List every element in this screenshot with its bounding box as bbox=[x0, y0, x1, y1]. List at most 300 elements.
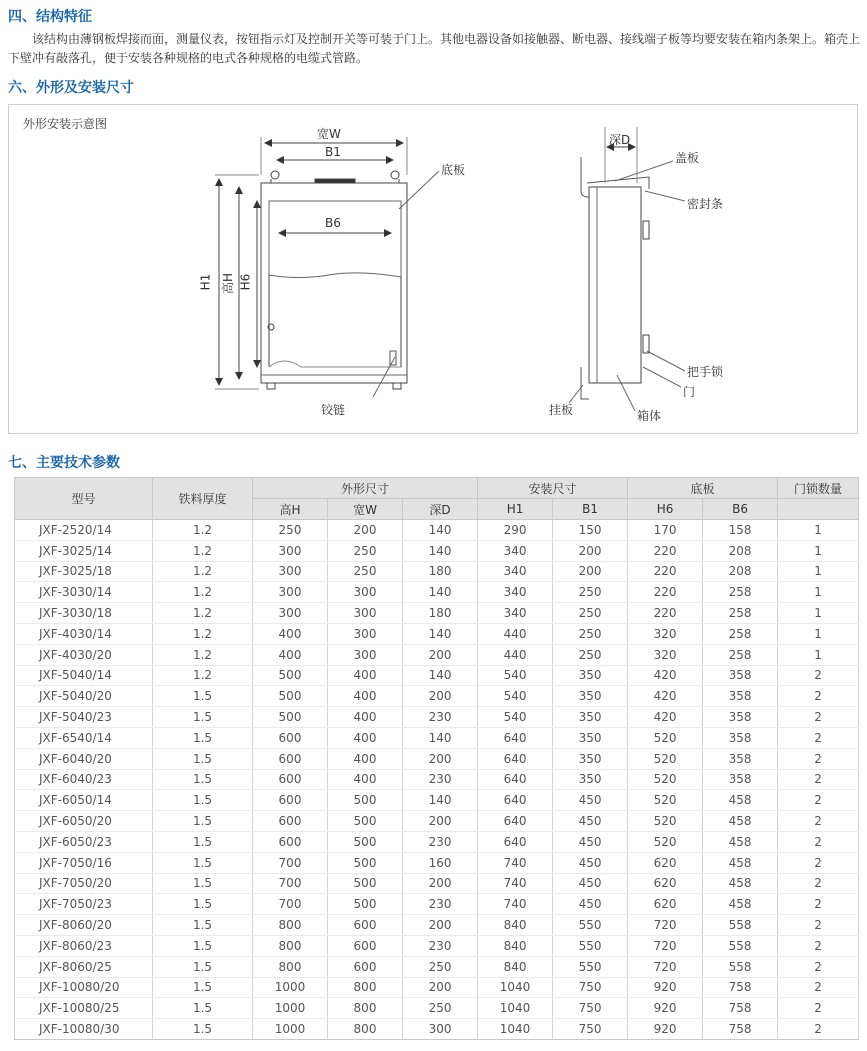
header-outline: 外形尺寸 bbox=[253, 478, 478, 499]
label-hinge: 铰链 bbox=[321, 403, 346, 417]
table-row bbox=[15, 582, 859, 603]
value-cell: 320 bbox=[628, 623, 703, 644]
value-cell: 1.5 bbox=[153, 727, 253, 748]
value-cell: 400 bbox=[253, 644, 328, 665]
value-cell: 600 bbox=[253, 790, 328, 811]
value-cell: 1 bbox=[778, 520, 859, 541]
value-cell: 800 bbox=[253, 915, 328, 936]
value-cell: 1.5 bbox=[153, 811, 253, 832]
value-cell: 450 bbox=[553, 894, 628, 915]
value-cell: 420 bbox=[628, 665, 703, 686]
label-hanger: 挂板 bbox=[549, 403, 574, 417]
value-cell: 1000 bbox=[253, 1019, 328, 1040]
value-cell: 458 bbox=[703, 894, 778, 915]
table-row bbox=[15, 1019, 859, 1040]
value-cell: 550 bbox=[553, 956, 628, 977]
value-cell: 200 bbox=[403, 977, 478, 998]
install-diagram-drawing bbox=[9, 105, 859, 435]
value-cell: 450 bbox=[553, 811, 628, 832]
header-locks: 门锁数量 bbox=[778, 478, 859, 499]
value-cell: 1 bbox=[778, 644, 859, 665]
value-cell: 450 bbox=[553, 831, 628, 852]
model-cell: JXF-7050/23 bbox=[15, 894, 153, 915]
label-depth: 深D bbox=[609, 133, 631, 147]
value-cell: 220 bbox=[628, 540, 703, 561]
label-b1: B1 bbox=[325, 145, 341, 159]
value-cell: 1.5 bbox=[153, 894, 253, 915]
table-row bbox=[15, 561, 859, 582]
value-cell: 2 bbox=[778, 915, 859, 936]
model-cell: JXF-7050/16 bbox=[15, 852, 153, 873]
value-cell: 1.5 bbox=[153, 915, 253, 936]
model-cell: JXF-8060/23 bbox=[15, 935, 153, 956]
value-cell: 1000 bbox=[253, 998, 328, 1019]
table-row bbox=[15, 686, 859, 707]
value-cell: 250 bbox=[403, 956, 478, 977]
value-cell: 720 bbox=[628, 915, 703, 936]
value-cell: 540 bbox=[478, 686, 553, 707]
value-cell: 2 bbox=[778, 790, 859, 811]
value-cell: 300 bbox=[328, 623, 403, 644]
table-row bbox=[15, 831, 859, 852]
value-cell: 180 bbox=[403, 561, 478, 582]
model-cell: JXF-7050/20 bbox=[15, 873, 153, 894]
value-cell: 140 bbox=[403, 582, 478, 603]
value-cell: 200 bbox=[403, 686, 478, 707]
value-cell: 230 bbox=[403, 894, 478, 915]
value-cell: 520 bbox=[628, 769, 703, 790]
value-cell: 1.5 bbox=[153, 998, 253, 1019]
table-row bbox=[15, 769, 859, 790]
diagram-caption: 外形安装示意图 bbox=[23, 117, 108, 131]
header-base: 底板 bbox=[628, 478, 778, 499]
value-cell: 358 bbox=[703, 769, 778, 790]
table-row bbox=[15, 977, 859, 998]
value-cell: 840 bbox=[478, 935, 553, 956]
value-cell: 1.5 bbox=[153, 956, 253, 977]
value-cell: 558 bbox=[703, 935, 778, 956]
table-row bbox=[15, 665, 859, 686]
value-cell: 600 bbox=[253, 811, 328, 832]
value-cell: 640 bbox=[478, 790, 553, 811]
header-locks-blank bbox=[778, 499, 859, 520]
label-door: 门 bbox=[683, 385, 696, 399]
value-cell: 340 bbox=[478, 561, 553, 582]
label-h1: H1 bbox=[198, 273, 213, 291]
value-cell: 1 bbox=[778, 561, 859, 582]
value-cell: 520 bbox=[628, 727, 703, 748]
structure-description: 该结构由薄钢板焊接而面，测量仪表，按钮指示灯及控制开关等可装于门上。其他电器设备如接触器、断电器、接线端子板等均要安装在箱内条架上。箱壳上下壁冲有敲落孔，便于安装各种规格的电式各种规格的电缆式管路。 bbox=[8, 32, 861, 65]
value-cell: 500 bbox=[328, 790, 403, 811]
header-b1: B1 bbox=[553, 499, 628, 520]
value-cell: 750 bbox=[553, 977, 628, 998]
value-cell: 200 bbox=[403, 748, 478, 769]
table-row bbox=[15, 956, 859, 977]
value-cell: 1040 bbox=[478, 998, 553, 1019]
header-w: 宽W bbox=[328, 499, 403, 520]
value-cell: 350 bbox=[553, 748, 628, 769]
value-cell: 640 bbox=[478, 811, 553, 832]
value-cell: 250 bbox=[328, 561, 403, 582]
value-cell: 400 bbox=[328, 665, 403, 686]
value-cell: 458 bbox=[703, 790, 778, 811]
value-cell: 258 bbox=[703, 603, 778, 624]
value-cell: 800 bbox=[253, 956, 328, 977]
value-cell: 250 bbox=[328, 540, 403, 561]
value-cell: 250 bbox=[253, 520, 328, 541]
model-cell: JXF-3025/18 bbox=[15, 561, 153, 582]
value-cell: 2 bbox=[778, 665, 859, 686]
value-cell: 300 bbox=[403, 1019, 478, 1040]
value-cell: 750 bbox=[553, 998, 628, 1019]
value-cell: 400 bbox=[328, 748, 403, 769]
value-cell: 740 bbox=[478, 894, 553, 915]
value-cell: 500 bbox=[328, 852, 403, 873]
header-b6: B6 bbox=[703, 499, 778, 520]
value-cell: 1000 bbox=[253, 977, 328, 998]
table-row bbox=[15, 748, 859, 769]
value-cell: 500 bbox=[328, 894, 403, 915]
value-cell: 640 bbox=[478, 748, 553, 769]
value-cell: 340 bbox=[478, 603, 553, 624]
value-cell: 1.2 bbox=[153, 520, 253, 541]
value-cell: 700 bbox=[253, 873, 328, 894]
value-cell: 1.5 bbox=[153, 977, 253, 998]
value-cell: 1.5 bbox=[153, 686, 253, 707]
model-cell: JXF-6040/20 bbox=[15, 748, 153, 769]
value-cell: 358 bbox=[703, 748, 778, 769]
value-cell: 350 bbox=[553, 769, 628, 790]
model-cell: JXF-2520/14 bbox=[15, 520, 153, 541]
model-cell: JXF-3030/14 bbox=[15, 582, 153, 603]
value-cell: 1 bbox=[778, 623, 859, 644]
value-cell: 640 bbox=[478, 727, 553, 748]
value-cell: 440 bbox=[478, 644, 553, 665]
value-cell: 158 bbox=[703, 520, 778, 541]
install-diagram bbox=[8, 104, 858, 434]
value-cell: 2 bbox=[778, 894, 859, 915]
table-row bbox=[15, 852, 859, 873]
model-cell: JXF-6050/14 bbox=[15, 790, 153, 811]
value-cell: 558 bbox=[703, 956, 778, 977]
value-cell: 500 bbox=[328, 811, 403, 832]
value-cell: 200 bbox=[553, 561, 628, 582]
value-cell: 200 bbox=[328, 520, 403, 541]
model-cell: JXF-5040/14 bbox=[15, 665, 153, 686]
spec-table-body bbox=[15, 520, 859, 1040]
header-h: 高H bbox=[253, 499, 328, 520]
model-cell: JXF-6040/23 bbox=[15, 769, 153, 790]
value-cell: 1.5 bbox=[153, 707, 253, 728]
value-cell: 230 bbox=[403, 831, 478, 852]
value-cell: 2 bbox=[778, 956, 859, 977]
value-cell: 208 bbox=[703, 561, 778, 582]
value-cell: 160 bbox=[403, 852, 478, 873]
value-cell: 1.2 bbox=[153, 603, 253, 624]
value-cell: 300 bbox=[253, 582, 328, 603]
value-cell: 250 bbox=[553, 582, 628, 603]
model-cell: JXF-4030/14 bbox=[15, 623, 153, 644]
value-cell: 350 bbox=[553, 727, 628, 748]
value-cell: 500 bbox=[253, 686, 328, 707]
value-cell: 358 bbox=[703, 686, 778, 707]
header-mount: 安装尺寸 bbox=[478, 478, 628, 499]
value-cell: 2 bbox=[778, 998, 859, 1019]
value-cell: 720 bbox=[628, 935, 703, 956]
value-cell: 220 bbox=[628, 561, 703, 582]
value-cell: 550 bbox=[553, 935, 628, 956]
value-cell: 758 bbox=[703, 977, 778, 998]
value-cell: 920 bbox=[628, 998, 703, 1019]
value-cell: 558 bbox=[703, 915, 778, 936]
table-row bbox=[15, 540, 859, 561]
value-cell: 620 bbox=[628, 852, 703, 873]
model-cell: JXF-8060/20 bbox=[15, 915, 153, 936]
value-cell: 250 bbox=[553, 603, 628, 624]
value-cell: 458 bbox=[703, 831, 778, 852]
section-title-install: 六、外形及安装尺寸 bbox=[8, 80, 134, 96]
table-row bbox=[15, 603, 859, 624]
value-cell: 2 bbox=[778, 748, 859, 769]
value-cell: 600 bbox=[253, 831, 328, 852]
value-cell: 350 bbox=[553, 686, 628, 707]
table-row bbox=[15, 644, 859, 665]
value-cell: 700 bbox=[253, 894, 328, 915]
value-cell: 200 bbox=[403, 873, 478, 894]
value-cell: 840 bbox=[478, 915, 553, 936]
label-width: 宽W bbox=[317, 127, 341, 141]
value-cell: 250 bbox=[553, 644, 628, 665]
value-cell: 740 bbox=[478, 873, 553, 894]
value-cell: 1.5 bbox=[153, 831, 253, 852]
value-cell: 220 bbox=[628, 582, 703, 603]
value-cell: 320 bbox=[628, 644, 703, 665]
value-cell: 800 bbox=[253, 935, 328, 956]
value-cell: 800 bbox=[328, 1019, 403, 1040]
value-cell: 1.5 bbox=[153, 873, 253, 894]
value-cell: 220 bbox=[628, 603, 703, 624]
value-cell: 540 bbox=[478, 665, 553, 686]
table-row bbox=[15, 623, 859, 644]
value-cell: 500 bbox=[328, 873, 403, 894]
value-cell: 230 bbox=[403, 769, 478, 790]
table-row bbox=[15, 935, 859, 956]
value-cell: 450 bbox=[553, 873, 628, 894]
value-cell: 740 bbox=[478, 852, 553, 873]
header-thickness: 铁料厚度 bbox=[153, 478, 253, 520]
value-cell: 400 bbox=[253, 623, 328, 644]
value-cell: 400 bbox=[328, 707, 403, 728]
value-cell: 400 bbox=[328, 686, 403, 707]
value-cell: 600 bbox=[253, 769, 328, 790]
header-model: 型号 bbox=[15, 478, 153, 520]
label-base-plate: 底板 bbox=[441, 163, 466, 177]
value-cell: 520 bbox=[628, 748, 703, 769]
value-cell: 750 bbox=[553, 1019, 628, 1040]
value-cell: 500 bbox=[328, 831, 403, 852]
model-cell: JXF-5040/23 bbox=[15, 707, 153, 728]
value-cell: 840 bbox=[478, 956, 553, 977]
label-cover: 盖板 bbox=[675, 151, 700, 165]
value-cell: 2 bbox=[778, 811, 859, 832]
value-cell: 520 bbox=[628, 831, 703, 852]
value-cell: 208 bbox=[703, 540, 778, 561]
value-cell: 920 bbox=[628, 977, 703, 998]
model-cell: JXF-6050/20 bbox=[15, 811, 153, 832]
model-cell: JXF-3025/14 bbox=[15, 540, 153, 561]
value-cell: 200 bbox=[403, 644, 478, 665]
value-cell: 200 bbox=[403, 915, 478, 936]
value-cell: 800 bbox=[328, 977, 403, 998]
table-row bbox=[15, 707, 859, 728]
value-cell: 140 bbox=[403, 623, 478, 644]
label-h6: H6 bbox=[238, 273, 253, 291]
value-cell: 620 bbox=[628, 894, 703, 915]
value-cell: 800 bbox=[328, 998, 403, 1019]
section-title-params: 七、主要技术参数 bbox=[8, 455, 120, 471]
value-cell: 340 bbox=[478, 582, 553, 603]
table-row bbox=[15, 727, 859, 748]
label-seal: 密封条 bbox=[687, 197, 724, 211]
value-cell: 140 bbox=[403, 665, 478, 686]
header-d: 深D bbox=[403, 499, 478, 520]
value-cell: 1.5 bbox=[153, 1019, 253, 1040]
value-cell: 720 bbox=[628, 956, 703, 977]
value-cell: 300 bbox=[328, 644, 403, 665]
value-cell: 640 bbox=[478, 831, 553, 852]
value-cell: 300 bbox=[253, 540, 328, 561]
value-cell: 140 bbox=[403, 540, 478, 561]
value-cell: 1 bbox=[778, 603, 859, 624]
value-cell: 230 bbox=[403, 935, 478, 956]
model-cell: JXF-6540/14 bbox=[15, 727, 153, 748]
value-cell: 450 bbox=[553, 790, 628, 811]
front-box-outline bbox=[261, 183, 407, 383]
value-cell: 250 bbox=[403, 998, 478, 1019]
value-cell: 350 bbox=[553, 665, 628, 686]
value-cell: 200 bbox=[553, 540, 628, 561]
value-cell: 140 bbox=[403, 727, 478, 748]
model-cell: JXF-6050/23 bbox=[15, 831, 153, 852]
header-h1: H1 bbox=[478, 499, 553, 520]
value-cell: 358 bbox=[703, 665, 778, 686]
value-cell: 600 bbox=[253, 727, 328, 748]
value-cell: 300 bbox=[253, 561, 328, 582]
value-cell: 1.2 bbox=[153, 540, 253, 561]
value-cell: 350 bbox=[553, 707, 628, 728]
value-cell: 2 bbox=[778, 686, 859, 707]
table-row bbox=[15, 873, 859, 894]
value-cell: 600 bbox=[253, 748, 328, 769]
value-cell: 300 bbox=[253, 603, 328, 624]
label-b6: B6 bbox=[325, 216, 341, 230]
value-cell: 2 bbox=[778, 873, 859, 894]
value-cell: 540 bbox=[478, 707, 553, 728]
value-cell: 2 bbox=[778, 727, 859, 748]
label-box: 箱体 bbox=[637, 409, 662, 423]
value-cell: 358 bbox=[703, 727, 778, 748]
value-cell: 1.2 bbox=[153, 561, 253, 582]
table-row bbox=[15, 790, 859, 811]
value-cell: 140 bbox=[403, 520, 478, 541]
value-cell: 1.5 bbox=[153, 852, 253, 873]
table-row bbox=[15, 894, 859, 915]
value-cell: 1040 bbox=[478, 977, 553, 998]
value-cell: 600 bbox=[328, 915, 403, 936]
value-cell: 520 bbox=[628, 811, 703, 832]
label-height: 高H bbox=[221, 272, 236, 295]
value-cell: 440 bbox=[478, 623, 553, 644]
value-cell: 1.5 bbox=[153, 935, 253, 956]
value-cell: 400 bbox=[328, 769, 403, 790]
value-cell: 1040 bbox=[478, 1019, 553, 1040]
value-cell: 358 bbox=[703, 707, 778, 728]
value-cell: 500 bbox=[253, 707, 328, 728]
model-cell: JXF-10080/20 bbox=[15, 977, 153, 998]
value-cell: 620 bbox=[628, 873, 703, 894]
value-cell: 920 bbox=[628, 1019, 703, 1040]
value-cell: 258 bbox=[703, 582, 778, 603]
value-cell: 420 bbox=[628, 686, 703, 707]
value-cell: 2 bbox=[778, 852, 859, 873]
value-cell: 1 bbox=[778, 582, 859, 603]
value-cell: 458 bbox=[703, 852, 778, 873]
table-row bbox=[15, 998, 859, 1019]
value-cell: 640 bbox=[478, 769, 553, 790]
value-cell: 2 bbox=[778, 831, 859, 852]
value-cell: 2 bbox=[778, 769, 859, 790]
model-cell: JXF-4030/20 bbox=[15, 644, 153, 665]
value-cell: 2 bbox=[778, 1019, 859, 1040]
value-cell: 520 bbox=[628, 790, 703, 811]
value-cell: 420 bbox=[628, 707, 703, 728]
value-cell: 758 bbox=[703, 998, 778, 1019]
value-cell: 550 bbox=[553, 915, 628, 936]
table-row bbox=[15, 811, 859, 832]
table-row bbox=[15, 915, 859, 936]
value-cell: 230 bbox=[403, 707, 478, 728]
value-cell: 250 bbox=[553, 623, 628, 644]
value-cell: 170 bbox=[628, 520, 703, 541]
spec-table bbox=[14, 477, 859, 1040]
model-cell: JXF-10080/25 bbox=[15, 998, 153, 1019]
value-cell: 2 bbox=[778, 935, 859, 956]
model-cell: JXF-10080/30 bbox=[15, 1019, 153, 1040]
value-cell: 2 bbox=[778, 977, 859, 998]
model-cell: JXF-5040/20 bbox=[15, 686, 153, 707]
value-cell: 458 bbox=[703, 873, 778, 894]
value-cell: 758 bbox=[703, 1019, 778, 1040]
value-cell: 700 bbox=[253, 852, 328, 873]
value-cell: 200 bbox=[403, 811, 478, 832]
value-cell: 1.2 bbox=[153, 644, 253, 665]
label-lock: 把手锁 bbox=[687, 365, 724, 379]
value-cell: 600 bbox=[328, 956, 403, 977]
value-cell: 1.2 bbox=[153, 665, 253, 686]
value-cell: 600 bbox=[328, 935, 403, 956]
header-h6: H6 bbox=[628, 499, 703, 520]
value-cell: 458 bbox=[703, 811, 778, 832]
table-row bbox=[15, 520, 859, 541]
model-cell: JXF-8060/25 bbox=[15, 956, 153, 977]
value-cell: 340 bbox=[478, 540, 553, 561]
value-cell: 300 bbox=[328, 603, 403, 624]
value-cell: 290 bbox=[478, 520, 553, 541]
model-cell: JXF-3030/18 bbox=[15, 603, 153, 624]
value-cell: 1.2 bbox=[153, 623, 253, 644]
value-cell: 140 bbox=[403, 790, 478, 811]
value-cell: 300 bbox=[328, 582, 403, 603]
